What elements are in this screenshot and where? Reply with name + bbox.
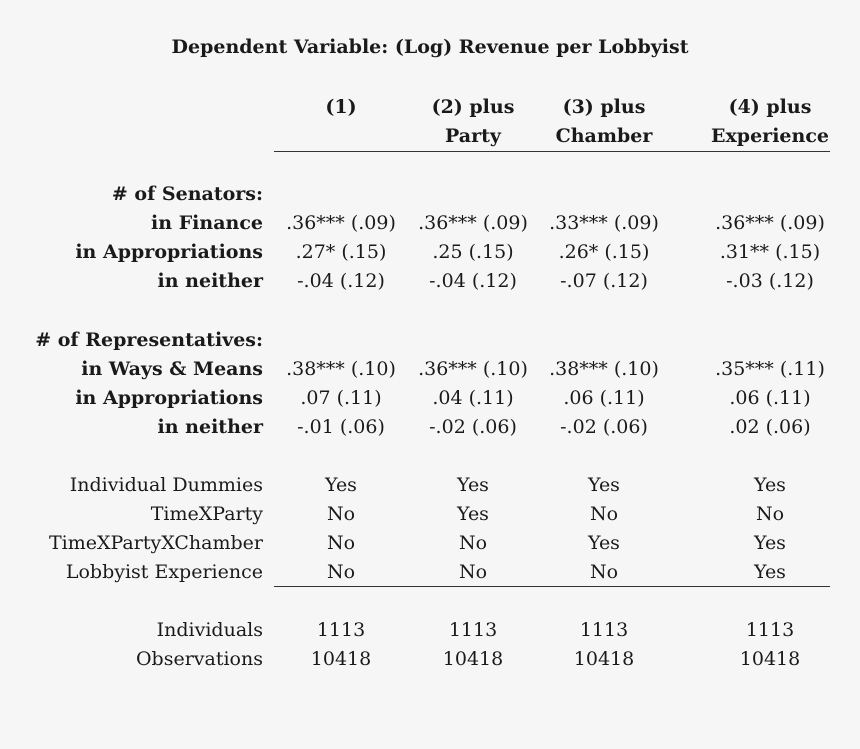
col-header-2-line1: (2) plus bbox=[431, 96, 515, 118]
table-cell-col2: 10418 bbox=[442, 648, 504, 670]
table-cell-col4: .31** (.15) bbox=[719, 241, 821, 263]
table-cell-col3: .26* (.15) bbox=[558, 241, 650, 263]
row-label: TimeXParty bbox=[150, 503, 263, 525]
table-cell-col1: Yes bbox=[325, 474, 357, 496]
row-label: Lobbyist Experience bbox=[65, 561, 263, 583]
table-cell-col2: .36*** (.09) bbox=[418, 212, 528, 234]
table-cell-col1: -.04 (.12) bbox=[297, 270, 385, 292]
table-cell-col2: No bbox=[458, 532, 488, 554]
table-cell-col3: Yes bbox=[588, 474, 620, 496]
table-cell-col4: .02 (.06) bbox=[729, 416, 811, 438]
table-cell-col1: 10418 bbox=[310, 648, 372, 670]
row-label: in Appropriations bbox=[75, 241, 263, 263]
table-cell-col1: No bbox=[326, 532, 356, 554]
table-cell-col2: -.04 (.12) bbox=[429, 270, 517, 292]
table-cell-col2: Yes bbox=[457, 474, 489, 496]
table-cell-col4: .36*** (.09) bbox=[715, 212, 825, 234]
table-cell-col3: 1113 bbox=[579, 619, 629, 641]
table-cell-col3: .06 (.11) bbox=[563, 387, 645, 409]
table-cell-col2: .25 (.15) bbox=[432, 241, 514, 263]
row-label: Individual Dummies bbox=[69, 474, 263, 496]
col-header-4-line1: (4) plus bbox=[728, 96, 812, 118]
table-title: Dependent Variable: (Log) Revenue per Lobbyist bbox=[171, 36, 689, 58]
row-label: in neither bbox=[157, 416, 263, 438]
table-cell-col3: .33*** (.09) bbox=[549, 212, 659, 234]
table-cell-col4: .06 (.11) bbox=[729, 387, 811, 409]
table-cell-col1: .38*** (.10) bbox=[286, 358, 396, 380]
table-cell-col1: 1113 bbox=[316, 619, 366, 641]
table-cell-col1: .36*** (.09) bbox=[286, 212, 396, 234]
row-label: Individuals bbox=[156, 619, 263, 641]
table-cell-col3: Yes bbox=[588, 532, 620, 554]
table-cell-col1: No bbox=[326, 561, 356, 583]
table-cell-col3: .38*** (.10) bbox=[549, 358, 659, 380]
table-cell-col4: No bbox=[755, 503, 785, 525]
col-header-1-line1: (1) bbox=[325, 96, 357, 118]
table-cell-col2: No bbox=[458, 561, 488, 583]
col-header-3-line2: Chamber bbox=[555, 125, 653, 147]
controls-rule bbox=[274, 586, 830, 587]
row-label: in Finance bbox=[151, 212, 263, 234]
table-cell-col3: No bbox=[589, 503, 619, 525]
row-label: Observations bbox=[135, 648, 263, 670]
table-cell-col4: 10418 bbox=[739, 648, 801, 670]
table-cell-col1: No bbox=[326, 503, 356, 525]
col-header-2-line2: Party bbox=[445, 125, 501, 147]
table-cell-col4: .35*** (.11) bbox=[715, 358, 825, 380]
table-cell-col1: -.01 (.06) bbox=[297, 416, 385, 438]
table-cell-col4: Yes bbox=[754, 532, 786, 554]
table-cell-col1: .07 (.11) bbox=[300, 387, 382, 409]
table-cell-col2: 1113 bbox=[448, 619, 498, 641]
table-cell-col4: Yes bbox=[754, 561, 786, 583]
table-cell-col3: -.02 (.06) bbox=[560, 416, 648, 438]
row-label: in neither bbox=[157, 270, 263, 292]
senators-heading: # of Senators: bbox=[111, 183, 263, 205]
table-cell-col2: .36*** (.10) bbox=[418, 358, 528, 380]
table-cell-col2: -.02 (.06) bbox=[429, 416, 517, 438]
table-cell-col3: 10418 bbox=[573, 648, 635, 670]
table-cell-col4: Yes bbox=[754, 474, 786, 496]
table-cell-col3: -.07 (.12) bbox=[560, 270, 648, 292]
representatives-heading: # of Representatives: bbox=[35, 329, 263, 351]
table-cell-col2: Yes bbox=[457, 503, 489, 525]
table-cell-col4: 1113 bbox=[745, 619, 795, 641]
col-header-3-line1: (3) plus bbox=[562, 96, 646, 118]
header-rule bbox=[274, 151, 830, 152]
row-label: in Ways & Means bbox=[81, 358, 263, 380]
table-cell-col4: -.03 (.12) bbox=[726, 270, 814, 292]
table-cell-col1: .27* (.15) bbox=[295, 241, 387, 263]
row-label: in Appropriations bbox=[75, 387, 263, 409]
table-cell-col2: .04 (.11) bbox=[432, 387, 514, 409]
col-header-4-line2: Experience bbox=[711, 125, 829, 147]
table-cell-col3: No bbox=[589, 561, 619, 583]
row-label: TimeXPartyXChamber bbox=[48, 532, 263, 554]
